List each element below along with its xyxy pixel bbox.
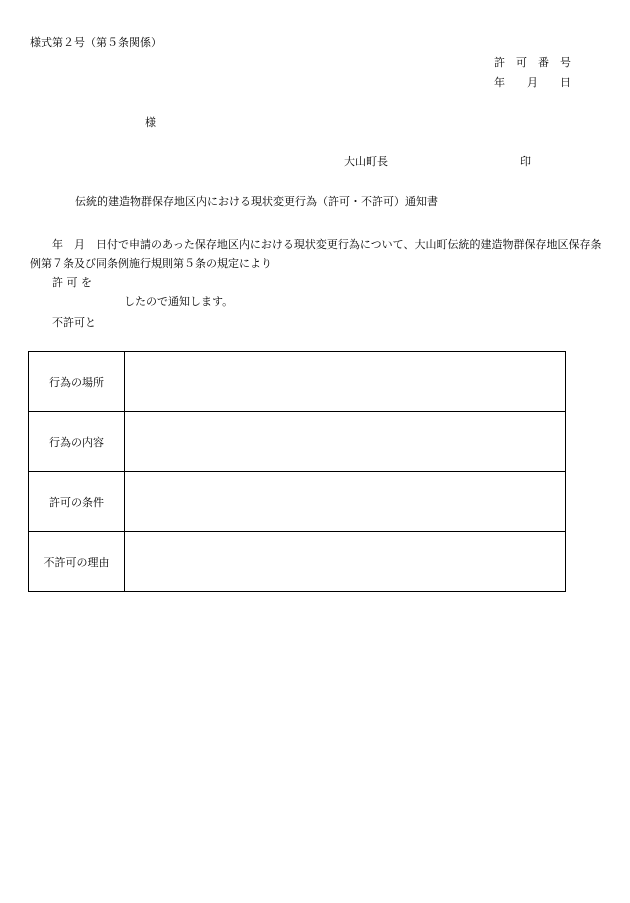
seal-mark: 印	[520, 155, 531, 168]
issue-date-label: 年 月 日	[494, 76, 571, 89]
option-notice-text: したので通知します。	[124, 295, 234, 308]
row-value-conditions[interactable]	[125, 472, 566, 532]
details-table	[28, 351, 566, 592]
row-value-denial-reason[interactable]	[125, 532, 566, 592]
issuer-name: 大山町長	[344, 155, 388, 168]
document-title: 伝統的建造物群保存地区内における現状変更行為（許可・不許可）通知書	[75, 195, 438, 208]
form-number-label: 様式第２号（第５条関係）	[30, 36, 162, 49]
table-row	[29, 532, 566, 592]
row-value-content[interactable]	[125, 412, 566, 472]
row-value-location[interactable]	[125, 352, 566, 412]
row-label-denial-reason: 不許可の理由	[29, 532, 125, 592]
permit-number-label: 許 可 番 号	[494, 56, 571, 69]
body-paragraph	[30, 235, 606, 273]
option-permit: 許 可 を	[52, 276, 92, 289]
row-label-content: 行為の内容	[29, 412, 125, 472]
addressee-honorific: 様	[145, 116, 156, 129]
option-deny: 不許可と	[52, 316, 96, 329]
row-label-conditions: 許可の条件	[29, 472, 125, 532]
table-row	[29, 472, 566, 532]
table-row	[29, 352, 566, 412]
table-row	[29, 412, 566, 472]
body-text: 年 月 日付で申請のあった保存地区内における現状変更行為について、大山町伝統的建造物群保存地区保存条例第７条及び同条例施行規則第５条の規定により	[30, 238, 602, 270]
row-label-location: 行為の場所	[29, 352, 125, 412]
